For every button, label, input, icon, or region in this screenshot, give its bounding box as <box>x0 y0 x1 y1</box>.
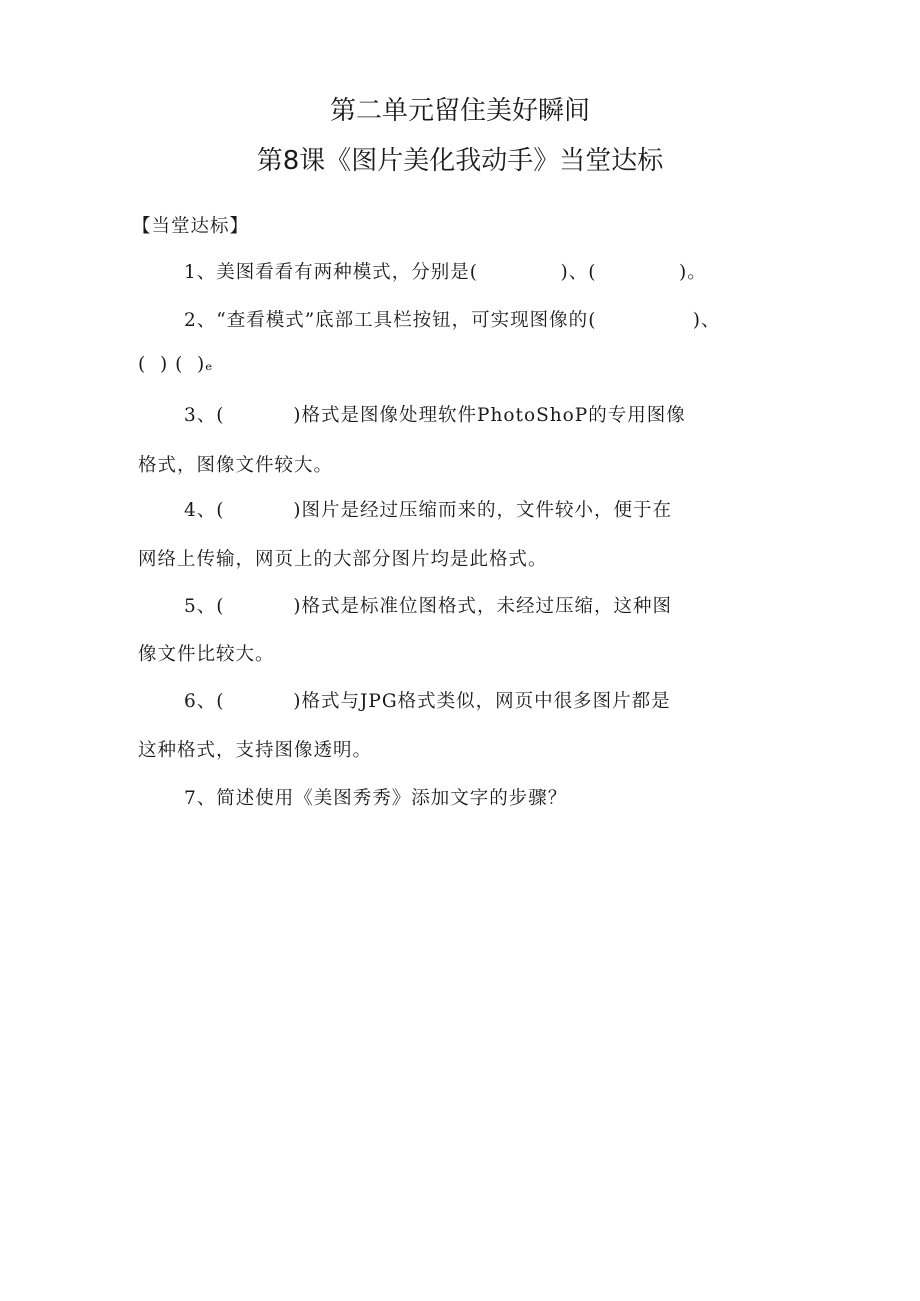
unit-title: 第二单元留住美好瞬间 <box>329 96 590 126</box>
question-4: 4、( )图片是经过压缩而来的，文件较小，便于在 <box>184 500 673 521</box>
question-6: 6、( )格式与JPG格式类似，网页中很多图片都是 <box>184 691 671 712</box>
question-5-continued: 像文件比较大。 <box>138 644 275 665</box>
question-2-continued: ( ) ( )ₑ <box>138 354 214 375</box>
question-5: 5、( )格式是标准位图格式，未经过压缩，这种图 <box>184 596 673 617</box>
lesson-title: 第8课《图片美化我动手》当堂达标 <box>256 146 664 176</box>
section-heading: 【当堂达标】 <box>132 216 250 237</box>
question-7: 7、简述使用《美图秀秀》添加文字的步骤？ <box>184 788 568 809</box>
question-6-continued: 这种格式，支持图像透明。 <box>138 740 373 761</box>
question-3: 3、( )格式是图像处理软件PhotoShoP的专用图像 <box>184 405 686 426</box>
question-1: 1、美图看看有两种模式，分别是( )、( )。 <box>184 262 707 283</box>
question-2: 2、“查看模式”底部工具栏按钮，可实现图像的( )、 <box>184 310 721 331</box>
question-3-continued: 格式，图像文件较大。 <box>138 455 334 476</box>
question-4-continued: 网络上传输，网页上的大部分图片均是此格式。 <box>138 549 548 570</box>
